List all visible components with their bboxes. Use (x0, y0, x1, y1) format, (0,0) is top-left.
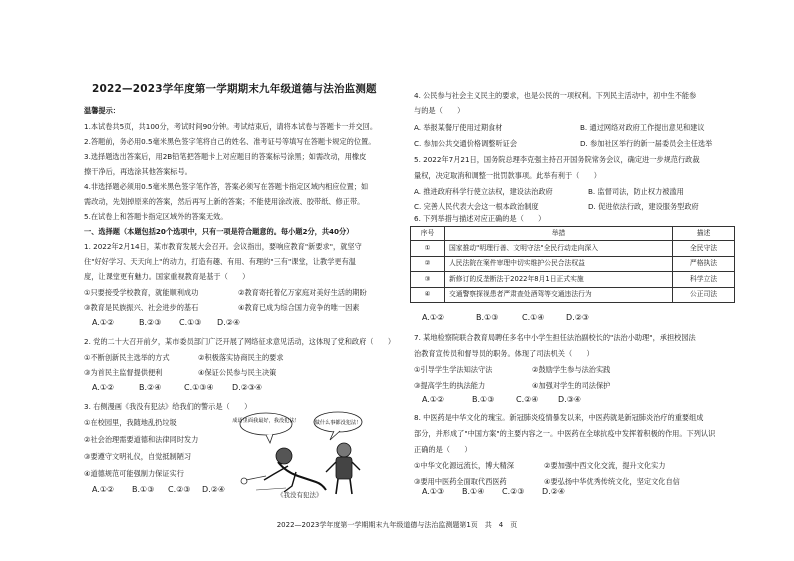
table-header-cell: 描述 (673, 227, 735, 241)
q1-stem: 1. 2022年2月14日，某市教育发展大会召开。会议指出，要响应教育"新要求"，就坚守 (84, 242, 362, 251)
q7-answer-a[interactable]: A.①② (422, 395, 445, 404)
q1-answer-b[interactable]: B.②③ (139, 318, 162, 327)
cartoon-bubble-text: 做什么事都没犯法！ (314, 420, 362, 426)
q8-option: ④要弘扬中华优秀传统文化，坚定文化自信 (544, 477, 680, 486)
table-header-cell: 序号 (411, 227, 445, 241)
table-cell: ④ (411, 287, 445, 303)
q8-option: ①中华文化源远流长，博大精深 (414, 461, 514, 470)
q1-option: ③教育是民族振兴、社会进步的基石 (84, 303, 199, 312)
q8-answer-d[interactable]: D.②④ (542, 487, 566, 496)
q3-stem: 3. 右侧漫画《我没有犯法》给我们的警示是（ ） (84, 402, 252, 411)
cartoon-bubble-text: 成语里面我最好，我没犯法！ (232, 418, 300, 424)
q3-option: ②社会治理需要道德和法律同时发力 (84, 435, 199, 444)
notice-item: 需改动，先划掉原来的答案，然后再写上新的答案；不能使用涂改液、胶带纸、修正带。 (84, 197, 365, 206)
q8-option: ③要用中医药全面取代西医药 (414, 477, 507, 486)
q7-answer-d[interactable]: D.③④ (558, 395, 582, 404)
notice-item: 擦干净后，再选涂其他答案标号。 (84, 167, 192, 176)
q5-stem: 5. 2022年7月21日，国务院总理李克强主持召开国务院常务会议，确定进一步规范行政裁 (414, 155, 700, 164)
table-row (411, 241, 735, 257)
notice-item: 4.非选择题必须用0.5毫米黑色签字笔作答，答案必须写在答题卡指定区域内相应位置；如 (84, 182, 369, 191)
table-cell: ① (411, 241, 445, 257)
q3-option: ①在校园里，我随地乱扔垃圾 (84, 418, 177, 427)
q8-option: ②要加强中西文化交流，提升文化实力 (544, 461, 666, 470)
cartoon-illustration (226, 410, 376, 498)
q1-answer-a[interactable]: A.①② (92, 318, 115, 327)
q5-option-d[interactable]: D. 促进依法行政，建设服务型政府 (588, 202, 699, 211)
table-header-row (411, 227, 735, 241)
notice-item: 3.选择题选出答案后，用2B铅笔把答题卡上对应题目的答案标号涂黑；如需改动，用橡皮 (84, 152, 367, 161)
q7-stem: 7. 某地检察院联合教育局聘任多名中小学生担任法治副校长的"法治小助理"，承担校园法 (414, 333, 696, 342)
q5-option-b[interactable]: B. 监督司法，防止权力被滥用 (588, 187, 684, 196)
q5-option-a[interactable]: A. 推进政府科学行使立法权，建设法治政府 (414, 187, 553, 196)
table-cell: 交通警察探视患者严肃查处酒驾等交通违法行为 (445, 287, 673, 303)
notice-item: 1.本试卷共5页，共100分，考试时间90分钟。考试结束后，请将本试卷与答题卡一并交回。 (84, 122, 378, 131)
q5-option-c[interactable]: C. 完善人民代表大会这一根本政治制度 (414, 202, 539, 211)
q3-answer-a[interactable]: A.①② (92, 485, 115, 494)
table-cell: 公正司法 (673, 287, 735, 303)
section-heading: 一、选择题（本题包括20个选项中，只有一项是符合题意的。每小题2分，共40分） (84, 227, 354, 236)
q4-stem: 与的是（ ） (414, 106, 465, 115)
q6-answer-a[interactable]: A.①② (422, 313, 445, 322)
q1-stem: 度，让课堂更有魅力。国家重视教育是基于（ ） (84, 272, 250, 281)
q8-answer-a[interactable]: A.①③ (422, 487, 445, 496)
table-row (411, 256, 735, 272)
q1-answer-d[interactable]: D.②④ (217, 318, 241, 327)
table-cell: 严格执法 (673, 256, 735, 272)
notice-heading: 温馨提示： (84, 106, 120, 115)
q2-option: ②积极落实协商民主的要求 (198, 353, 284, 362)
q8-stem: 部分，并形成了"中国方案"的主要内容之一。中医药在全球抗疫中发挥着积极的作用。下列认识 (414, 429, 716, 438)
q2-answer-a[interactable]: A.①② (92, 383, 115, 392)
standing-figure-icon (326, 443, 360, 494)
q3-answer-d[interactable]: D.②④ (202, 485, 226, 494)
q7-stem: 治教育宣传员和督导员的职务。体现了司法机关（ ） (414, 349, 594, 358)
table-cell: 国家推动"明理行善、文明守法"全民行动走向深入 (445, 241, 673, 257)
q7-answer-b[interactable]: B.①③ (472, 395, 495, 404)
q2-option: ①不断创新民主选举的方式 (84, 353, 170, 362)
q8-answer-b[interactable]: B.①④ (462, 487, 485, 496)
q4-option-b[interactable]: B. 通过网络对政府工作提出意见和建议 (580, 123, 705, 132)
q1-option: ①只要接受学校教育，就能顺利成功 (84, 288, 199, 297)
q3-option: ③要遵守文明礼仪，自觉抵制陋习 (84, 452, 192, 461)
q1-option: ②教育寄托着亿万家庭对美好生活的期盼 (238, 288, 367, 297)
q3-option: ④道德规范可能强制力保证实行 (84, 469, 184, 478)
q5-stem: 量权，决定取消和调整一批罚款事项。此举有利于（ ） (414, 171, 601, 180)
table-cell: 人民法院在案件审理中切实维护公民合法权益 (445, 256, 673, 272)
table-row (411, 287, 735, 303)
notice-item: 2.答题前，务必用0.5毫米黑色签字笔将自己的姓名、准考证号等填写在答题卡规定的位置。 (84, 137, 376, 146)
q6-answer-d[interactable]: D.②③ (566, 313, 590, 322)
q2-option: ③为首民主监督提供便利 (84, 368, 163, 377)
q3-answer-c[interactable]: C.②③ (168, 485, 191, 494)
q1-answer-c[interactable]: C.①③ (179, 318, 202, 327)
q7-answer-c[interactable]: C.②④ (516, 395, 539, 404)
table-cell: 科学立法 (673, 272, 735, 288)
q7-option: ①引导学生学法知法守法 (414, 365, 493, 374)
q8-answer-c[interactable]: C.②③ (502, 487, 525, 496)
q2-answer-d[interactable]: D.②③④ (232, 383, 263, 392)
table-row (411, 272, 735, 288)
lying-figure-icon (241, 448, 326, 492)
q4-option-c[interactable]: C. 参加公共交通价格调整听证会 (414, 139, 518, 148)
q7-option: ④加强对学生的司法保护 (532, 381, 611, 390)
q7-option: ③提高学生的执法能力 (414, 381, 486, 390)
q4-stem: 4. 公民参与社会主义民主的要求，也是公民的一项权利。下列民主活动中，初中生不能参 (414, 91, 697, 100)
q2-answer-c[interactable]: C.①③④ (184, 383, 214, 392)
q2-stem: 2. 党的二十大召开前夕，某市委员部门广泛开展了网络征求意见活动，这体现了党和政府（ ） (84, 337, 396, 346)
q2-answer-b[interactable]: B.②④ (139, 383, 162, 392)
q4-option-a[interactable]: A. 举报某餐厅使用过期食材 (414, 123, 503, 132)
q1-stem: 住"好好学习、天天向上"的动力，打造有趣、有用、有理的"三有"课堂，让教学更有温 (84, 257, 356, 266)
q6-table (410, 226, 735, 303)
table-header-cell: 举措 (445, 227, 673, 241)
cartoon-caption: 《我没有犯法》 (277, 491, 323, 499)
q8-stem: 8. 中医药是中华文化的瑰宝。新冠肺炎疫情暴发以来，中医药就是新冠肺炎治疗的重要组成 (414, 413, 704, 422)
q6-stem: 6. 下列举措与描述对应正确的是（ ） (414, 214, 546, 223)
table-cell: 全民守法 (673, 241, 735, 257)
q1-option: ④教育已成为综合国力竞争的唯一因素 (238, 303, 360, 312)
q7-option: ②鼓励学生参与法治实践 (532, 365, 611, 374)
q8-stem: 正确的是（ ） (414, 445, 472, 454)
page-footer: 2022—2023学年度第一学期期末九年级道德与法治监测题第1页 共 4 页 (276, 521, 518, 529)
table-cell: ③ (411, 272, 445, 288)
table-cell: ② (411, 256, 445, 272)
q2-option: ④保证公民参与民主决策 (198, 368, 277, 377)
q6-answer-c[interactable]: C.①④ (522, 313, 545, 322)
q4-option-d[interactable]: D. 参加社区举行的新一届委员会主任选举 (580, 139, 713, 148)
q3-answer-b[interactable]: B.①③ (132, 485, 155, 494)
exam-title: 2022—2023学年度第一学期期末九年级道德与法治监测题 (92, 83, 377, 95)
notice-item: 5.在试卷上和答题卡指定区域外的答案无效。 (84, 212, 228, 221)
q6-answer-b[interactable]: B.①③ (476, 313, 499, 322)
table-cell: 新修订的反垄断法于2022年8月1日正式实施 (445, 272, 673, 288)
